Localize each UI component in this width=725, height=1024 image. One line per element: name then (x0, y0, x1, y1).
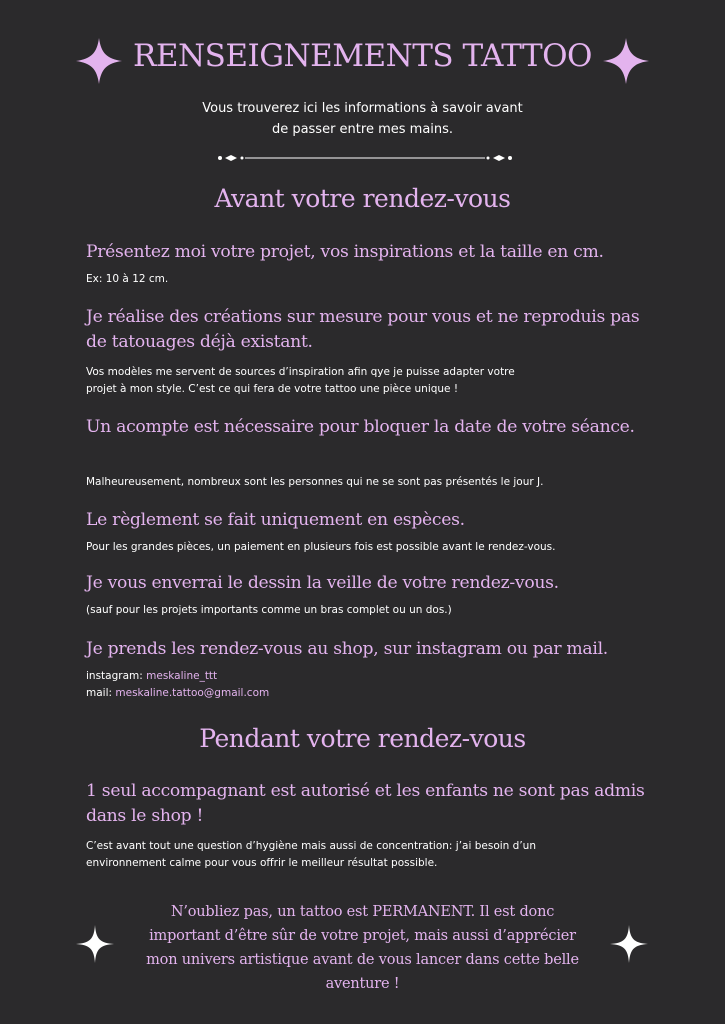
info-text: Ex: 10 à 12 cm. (86, 273, 169, 285)
info-title: Le règlement se fait uniquement en espèces. (86, 510, 465, 530)
mail-label: mail: (86, 687, 113, 699)
section-heading-during: Pendant votre rendez-vous (199, 724, 526, 753)
ornamental-divider-icon (215, 150, 515, 166)
contact-info (86, 668, 646, 702)
closing-line: aventure ! (325, 976, 400, 992)
intro-line: de passer entre mes mains. (271, 122, 454, 137)
info-text (86, 838, 646, 872)
instagram-row (86, 668, 646, 685)
closing-line: mon univers artistique avant de vous lancer dans cette belle (146, 952, 579, 968)
mail-row (86, 685, 646, 702)
info-text-line: projet à mon style. C’est ce qui fera de votre tattoo une pièce unique ! (86, 383, 459, 395)
info-text-line: Vos modèles me servent de sources d’inspiration afin qye je puisse adapter votre (86, 366, 515, 378)
info-title: Je vous enverrai le dessin la veille de votre rendez-vous. (86, 573, 559, 593)
section-heading-before: Avant votre rendez-vous (214, 184, 511, 213)
info-text: Malheureusement, nombreux sont les personnes qui ne se sont pas présentés le jour J. (86, 476, 544, 488)
info-text (86, 364, 646, 398)
closing-line: important d’être sûr de votre projet, mais aussi d’apprécier (149, 928, 576, 944)
intro-line: Vous trouverez ici les informations à savoir avant (202, 101, 523, 116)
mail-link[interactable]: meskaline.tattoo@gmail.com (115, 687, 270, 699)
sparkle-icon (610, 925, 648, 963)
closing-note (120, 900, 605, 996)
info-text-line: environnement calme pour vous offrir le meilleur résultat possible. (86, 857, 438, 869)
instagram-label: instagram: (86, 670, 143, 682)
closing-line: N’oubliez pas, un tattoo est PERMANENT. Il est donc (170, 904, 555, 920)
instagram-link[interactable]: meskaline_ttt (146, 670, 218, 682)
page-title: RENSEIGNEMENTS TATTOO (133, 38, 592, 74)
info-text: (sauf pour les projets importants comme un bras complet ou un dos.) (86, 604, 452, 616)
info-text: Pour les grandes pièces, un paiement en plusieurs fois est possible avant le rendez-vous. (86, 541, 556, 553)
info-title: Je réalise des créations sur mesure pour vous et ne reproduis pas de tatouages déjà existant. (86, 307, 640, 352)
intro-text (0, 98, 725, 140)
info-title: Je prends les rendez-vous au shop, sur instagram ou par mail. (86, 639, 608, 659)
info-title: Présentez moi votre projet, vos inspirations et la taille en cm. (86, 242, 604, 262)
info-title: Un acompte est nécessaire pour bloquer la date de votre séance. (86, 417, 635, 437)
info-text-line: C’est avant tout une question d’hygiène mais aussi de concentration: j’ai besoin d’un (86, 840, 536, 852)
sparkle-icon (76, 925, 114, 963)
info-title: 1 seul accompagnant est autorisé et les enfants ne sont pas admis dans le shop ! (86, 781, 645, 826)
